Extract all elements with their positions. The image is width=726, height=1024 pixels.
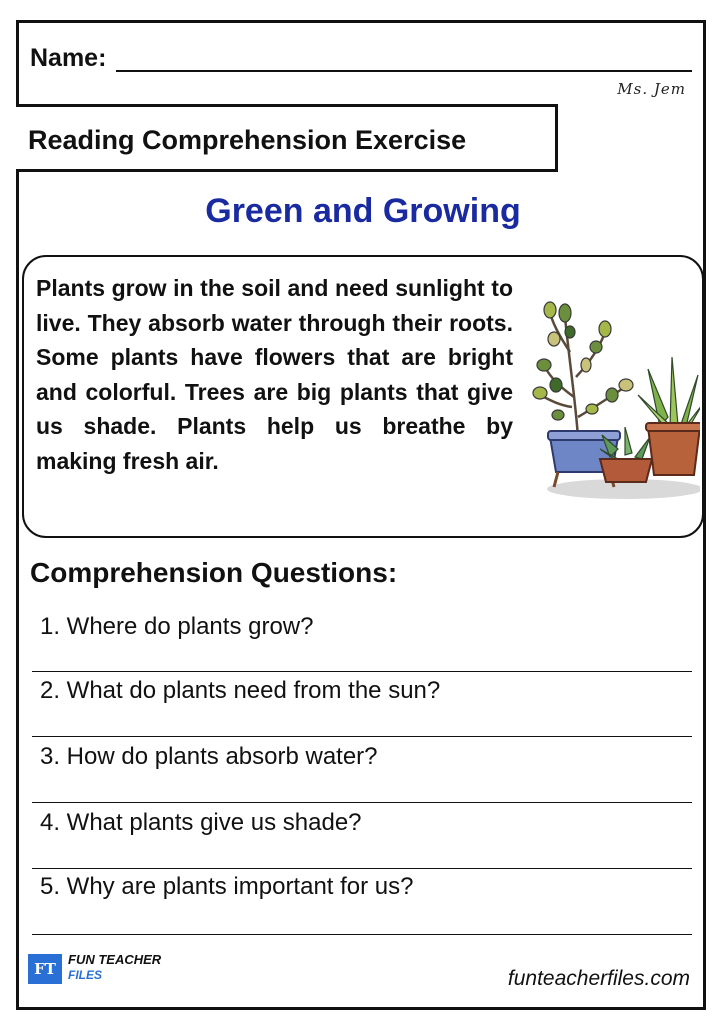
answer-line-3[interactable] xyxy=(32,802,692,803)
logo-line-2: FILES xyxy=(68,968,103,982)
answer-line-1[interactable] xyxy=(32,671,692,672)
question-2: 2. What do plants need from the sun? xyxy=(40,677,441,704)
author-signature: Ms. Jem xyxy=(617,80,686,98)
passage-box xyxy=(22,255,704,538)
questions-heading: Comprehension Questions: xyxy=(30,557,398,588)
section-title: Reading Comprehension Exercise xyxy=(28,125,467,155)
passage-text: Plants grow in the soil and need sunlight to live. They absorb water through their roots. Some plants have flowers that are bright and colorful. Trees are big plants that give us shade. Plants help us breathe by making fresh air. xyxy=(36,275,513,474)
answer-line-4[interactable] xyxy=(32,868,692,869)
name-input-line[interactable] xyxy=(116,70,692,72)
potted-plants-illustration xyxy=(530,277,700,517)
answer-line-2[interactable] xyxy=(32,736,692,737)
section-title-box xyxy=(16,104,558,172)
logo-line-1: FUN TEACHER xyxy=(68,952,162,967)
question-1: 1. Where do plants grow? xyxy=(40,613,314,640)
website-link[interactable]: funteacherfiles.com xyxy=(507,967,690,990)
logo-badge: FT xyxy=(28,954,62,984)
story-title: Green and Growing xyxy=(205,192,521,230)
brand-logo xyxy=(28,950,188,988)
question-4: 4. What plants give us shade? xyxy=(40,809,362,836)
question-5: 5. Why are plants important for us? xyxy=(40,873,414,900)
question-3: 3. How do plants absorb water? xyxy=(40,743,378,770)
name-label: Name: xyxy=(30,44,107,72)
name-row xyxy=(30,44,692,76)
answer-line-5[interactable] xyxy=(32,934,692,935)
